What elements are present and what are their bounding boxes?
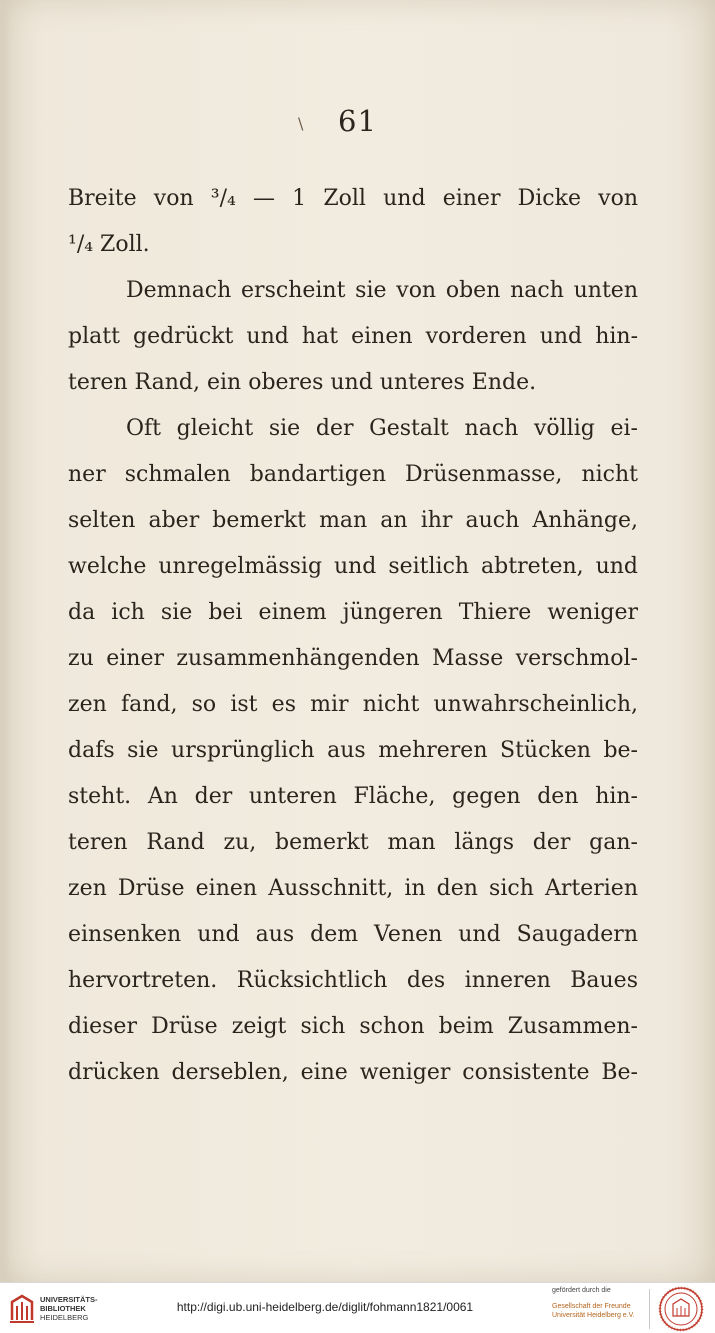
- footer-bar: [0, 1282, 715, 1333]
- sponsor-name-line: Gesellschaft der Freunde: [552, 1303, 631, 1310]
- text-line: welche unregelmässig und seitlich abtreten, und: [68, 554, 638, 579]
- text-line: zen fand, so ist es mir nicht unwahrscheinlich,: [68, 692, 638, 717]
- text-line: steht. An der unteren Fläche, gegen den hin-: [68, 784, 638, 809]
- text-line: Breite von ³/₄ — 1 Zoll und einer Dicke von: [68, 186, 638, 211]
- library-name-line: UNIVERSITÄTS-: [40, 1295, 98, 1304]
- body-text: [68, 176, 638, 1096]
- text-line: Oft gleicht sie der Gestalt nach völlig ei-: [126, 416, 638, 441]
- text-line: zen Drüse einen Ausschnitt, in den sich Arterien: [68, 876, 638, 901]
- text-line: einsenken und aus dem Venen und Saugadern: [68, 922, 638, 947]
- page-edge-shadow: [0, 0, 10, 1282]
- text-line: teren Rand, ein oberes und unteres Ende.: [68, 370, 537, 395]
- sponsor-intro: gefördert durch die: [552, 1287, 611, 1294]
- text-line: zu einer zusammenhängenden Masse verschmol-: [68, 646, 638, 671]
- footer-divider: [649, 1289, 650, 1329]
- sponsor-credit: [552, 1286, 650, 1320]
- library-name-line: HEIDELBERG: [40, 1313, 89, 1322]
- text-line: dieser Drüse zeigt sich schon beim Zusammen-: [68, 1014, 638, 1039]
- university-seal-icon[interactable]: [658, 1286, 704, 1332]
- library-name: [40, 1295, 98, 1322]
- sponsor-name-line: Universität Heidelberg e.V.: [552, 1312, 635, 1319]
- text-line: dafs sie ursprünglich aus mehreren Stücken be-: [68, 738, 638, 763]
- text-line: ¹/₄ Zoll.: [68, 232, 150, 257]
- library-name-line: BIBLIOTHEK: [40, 1304, 86, 1313]
- folio-mark: \: [298, 114, 304, 133]
- text-line: teren Rand zu, bemerkt man längs der gan-: [68, 830, 638, 855]
- page-number: 61: [338, 104, 377, 138]
- text-line: drücken derseblen, eine weniger consistente Be-: [68, 1060, 638, 1085]
- text-line: hervortreten. Rücksichtlich des inneren Baues: [68, 968, 638, 993]
- text-line: ner schmalen bandartigen Drüsenmasse, nicht: [68, 462, 638, 487]
- text-line: Demnach erscheint sie von oben nach unten: [126, 278, 638, 303]
- text-line: da ich sie bei einem jüngeren Thiere weniger: [68, 600, 638, 625]
- library-logo-icon[interactable]: [8, 1292, 36, 1324]
- text-line: selten aber bemerkt man an ihr auch Anhänge,: [68, 508, 638, 533]
- permalink-url[interactable]: http://digi.ub.uni-heidelberg.de/diglit/fohmann1821/0061: [176, 1300, 474, 1314]
- text-line: platt gedrückt und hat einen vorderen und hin-: [68, 324, 638, 349]
